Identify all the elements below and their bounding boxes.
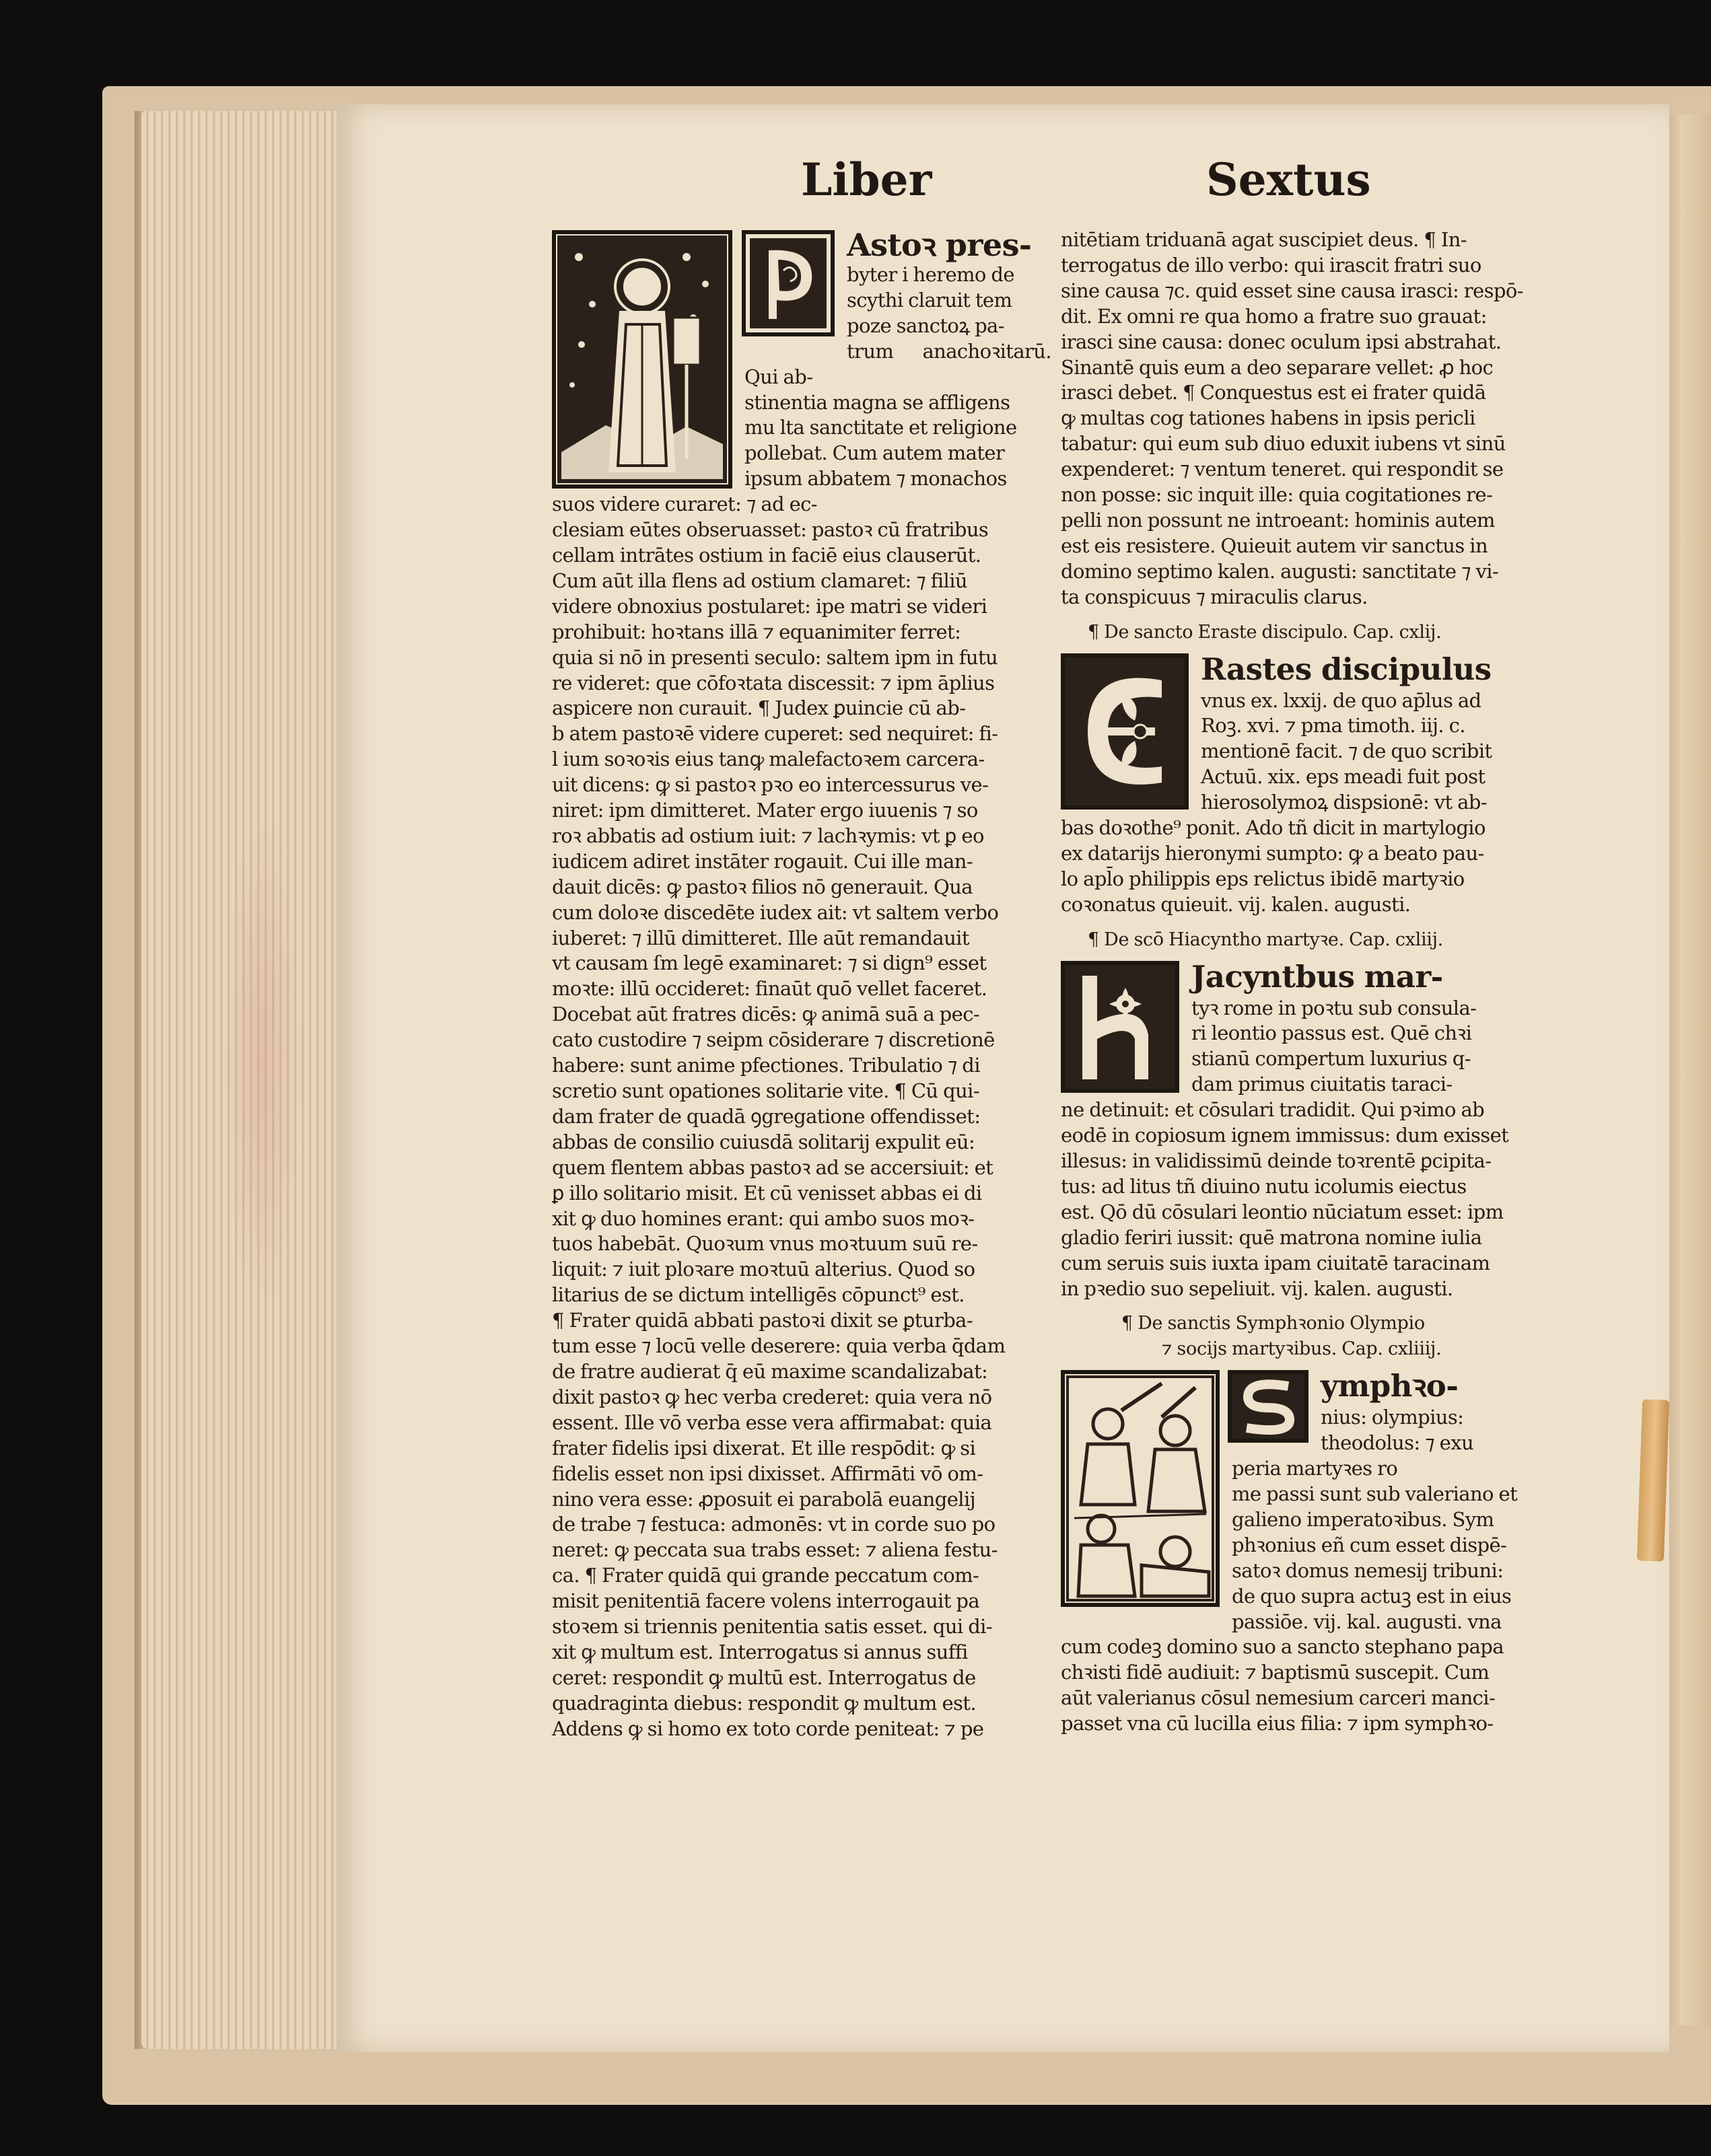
line-l-14: prohibuit: hoꝛtans illā ⁊ equanimiter ferret: bbox=[552, 620, 961, 643]
woodcut-floral-initial-e-icon bbox=[1061, 653, 1189, 810]
line-l-43: de fratre audierat q̄ eū maxime scandalizabat: bbox=[552, 1359, 988, 1383]
line-s-10: chꝛisti fidē audiuit: ⁊ baptismū suscepit. Cum bbox=[1061, 1661, 1490, 1684]
line-e-1: Roꝫ. xvi. ⁊ pma timoth. iij. c. bbox=[1201, 714, 1465, 738]
stain bbox=[222, 794, 303, 1332]
facing-page-edge bbox=[1663, 114, 1711, 2025]
line-e-6: ex datarijs hieronymi sumpto: ꝙ a beato pau- bbox=[1061, 841, 1484, 865]
initial-p-letter-icon bbox=[742, 230, 835, 336]
initial-e-block bbox=[1061, 653, 1189, 810]
line-l-47: fidelis esset non ipsi dixisset. Affirmāti vō om- bbox=[552, 1462, 983, 1485]
chapter-heading-erastus: ¶ De sancto Eraste discipulo. Cap. cxlij. bbox=[1088, 621, 1442, 643]
symphronius-entry bbox=[1061, 1367, 1560, 1737]
line-h-5: eodē in copiosum ignem immissus: dum exisset bbox=[1061, 1124, 1509, 1147]
line-l-46: frater fidelis ipsi dixerat. Et ille respōdit: ꝙ si bbox=[552, 1436, 976, 1460]
running-head-right: Sextus bbox=[1206, 153, 1371, 206]
right-column bbox=[1061, 227, 1560, 1746]
line-e-8: coꝛonatus quieuit. vij. kalen. augusti. bbox=[1061, 892, 1411, 916]
line-h-10: cum seruis suis iuxta ipam ciuitatē taracinam bbox=[1061, 1251, 1490, 1274]
line-l-07: pollebat. Cum autem mater bbox=[744, 441, 1005, 465]
line-h-3: dam primus ciuitatis taraci- bbox=[1191, 1073, 1453, 1096]
line-h-4: ne detinuit: et cōsulari tradidit. Qui pꝛimo ab bbox=[1061, 1098, 1485, 1122]
line-l-26: iuberet: ⁊ illū dimitteret. Ille aūt remandauit bbox=[552, 926, 969, 949]
chapter-heading-hyacinth: ¶ De scō Hiacyntho martyꝛe. Cap. cxliij. bbox=[1088, 929, 1443, 950]
line-r-01: terrogatus de illo verbo: qui irascit fratri suo bbox=[1061, 253, 1481, 277]
line-e-7: lo apl̄o philippis eps relictus ibidē martyꝛio bbox=[1061, 867, 1465, 890]
line-l-16: re videret: que cōfoꝛtata discessit: ⁊ ipm āplius bbox=[552, 671, 995, 694]
repair-tape bbox=[1637, 1399, 1669, 1561]
line-l-44: dixit pastoꝛ ꝙ hec verba crederet: quia vera nō bbox=[552, 1385, 992, 1408]
line-l-02: scythi claruit tem bbox=[847, 288, 1012, 312]
line-l-55: ceret: respondit ꝙ multū est. Interrogatus de bbox=[552, 1665, 976, 1689]
line-l-18: b atem pastoꝛē videre cuperet: sed nequiret: fi- bbox=[552, 722, 998, 746]
line-r-13: domino septimo kalen. augusti: sanctitate ⁊ vi- bbox=[1061, 559, 1499, 583]
line-h-6: illesus: in validissimū deinde toꝛrentē ꝑcipita- bbox=[1061, 1149, 1492, 1172]
line-l-54: xit ꝙ multum est. Interrogatus si annus suffi bbox=[552, 1640, 968, 1663]
hyacinth-entry bbox=[1061, 958, 1560, 1302]
line-e-2: mentionē facit. ⁊ de quo scribit bbox=[1201, 740, 1492, 763]
line-e-5: bas doꝛothe⁹ ponit. Ado tñ dicit in martylogio bbox=[1061, 816, 1486, 840]
line-r-00: nitētiam triduanā agat suscipiet deus. ¶ In- bbox=[1061, 228, 1467, 251]
line-l-48: nino vera esse: ꝓposuit ei parabolā euangelij bbox=[552, 1487, 976, 1511]
line-l-20: uit dicens: ꝙ si pastoꝛ pꝛo eo intercessurus ve- bbox=[552, 773, 989, 797]
line-l-03: poze sanctoꝝ pa- bbox=[847, 314, 1004, 337]
line-s-5: phꝛonius eñ cum esset dispē- bbox=[1232, 1533, 1507, 1556]
line-r-02: sine causa ⁊c. quid esset sine causa irasci: respō- bbox=[1061, 279, 1523, 302]
running-head-left: Liber bbox=[801, 153, 932, 206]
martyrdom-woodcut-block bbox=[1061, 1370, 1220, 1607]
line-l-30: cato custodire ⁊ seipm cōsiderare ⁊ discretionē bbox=[552, 1028, 995, 1052]
line-l-51: ca. ¶ Frater quidā qui grande peccatum com- bbox=[552, 1564, 979, 1587]
line-l-10: clesiam eūtes obseruasset: pastoꝛ cū fratribus bbox=[552, 518, 989, 542]
symphronius-heading: ymphꝛo- bbox=[1321, 1368, 1459, 1404]
line-r-10: non posse: sic inquit ille: quia cogitationes re- bbox=[1061, 483, 1493, 507]
line-l-01: byter i heremo de bbox=[847, 263, 1014, 286]
line-l-23: iudicem adiret instāter rogauit. Cui ille man- bbox=[552, 849, 973, 873]
line-l-11: cellam intrātes ostium in faciē eius clauserūt. bbox=[552, 543, 981, 567]
line-s-6: satoꝛ domus nemesij tribuni: bbox=[1232, 1558, 1504, 1582]
line-h-7: tus: ad litus tñ diuino nutu icolumis eiectus bbox=[1061, 1174, 1467, 1198]
line-l-22: roꝛ abbatis ad ostium iuit: ⁊ lachꝛymis: vt ꝑ eo bbox=[552, 824, 984, 847]
line-l-32: scretio sunt opationes solitarie vite. ¶ Cū qui- bbox=[552, 1079, 980, 1102]
line-r-05: Sinantē quis eum a deo separare vellet: ꝓ hoc bbox=[1061, 355, 1494, 379]
line-l-34: abbas de consilio cuiusdā solitarij expulit eū: bbox=[552, 1130, 975, 1153]
line-h-11: in pꝛedio suo sepeliuit. vij. kalen. augusti. bbox=[1061, 1277, 1453, 1300]
erastus-heading: Rastes discipulus bbox=[1201, 651, 1492, 687]
chapter-heading-symphronius-a: ¶ De sanctis Symphꝛonio Olympio bbox=[1121, 1313, 1425, 1334]
line-s-3: me passi sunt sub valeriano et bbox=[1232, 1482, 1518, 1505]
line-l-29: Docebat aūt fratres dicēs: ꝙ animā suā a pec- bbox=[552, 1003, 980, 1026]
line-l-13: videre obnoxius postularet: ipe matri se videri bbox=[552, 594, 987, 618]
line-h-9: gladio feriri iussit: quē matrona nomine iulia bbox=[1061, 1225, 1482, 1249]
chapter-heading-symphronius-b: ⁊ socijs martyꝛibus. Cap. cxliiij. bbox=[1162, 1338, 1442, 1360]
line-r-07: ꝙ multas cog tationes habens in ipsis pericli bbox=[1061, 406, 1475, 430]
line-l-24: dauit dicēs: ꝙ pastoꝛ filios nō generauit. Qua bbox=[552, 875, 973, 898]
line-l-25: cum doloꝛe discedēte iudex ait: vt saltem verbo bbox=[552, 900, 999, 924]
line-r-09: expenderet: ⁊ ventum teneret. qui respondit se bbox=[1061, 458, 1504, 481]
erastus-entry bbox=[1061, 651, 1560, 918]
line-l-41: ¶ Frater quidā abbati pastoꝛi dixit se ꝑturba- bbox=[552, 1309, 973, 1332]
line-r-03: dit. Ex omni re qua homo a fratre suo grauat: bbox=[1061, 304, 1487, 328]
woodcut-martyrdom-initial-s-icon bbox=[1228, 1370, 1308, 1443]
line-h-2: stianū compertum luxurius q- bbox=[1191, 1047, 1471, 1071]
line-l-31: habere: sunt anime pfectiones. Tribulatio ⁊ di bbox=[552, 1054, 980, 1077]
line-l-37: xit ꝙ duo homines erant: qui ambo suos moꝛ- bbox=[552, 1207, 975, 1230]
line-h-8: est. Qō dū cōsulari leontio nūciatum esset: ipm bbox=[1061, 1200, 1504, 1223]
line-l-12: Cum aūt illa flens ad ostium clamaret: ⁊ filiū bbox=[552, 569, 967, 592]
line-s-0: nius: olympius: bbox=[1321, 1406, 1464, 1429]
line-s-2: peria martyꝛes ro bbox=[1232, 1457, 1398, 1480]
line-r-08: tabatur: qui eum sub diuo eduxit iubens vt sinū bbox=[1061, 432, 1506, 456]
line-l-42: tum esse ⁊ locū velle deserere: quia verba q̄dam bbox=[552, 1334, 1006, 1358]
line-l-27: vt causam ſm legē examinaret: ⁊ si dign⁹ esset bbox=[552, 951, 987, 975]
line-l-05: stinentia magna se affligens bbox=[744, 390, 1010, 414]
initial-p-block bbox=[552, 230, 732, 489]
line-l-50: neret: ꝙ peccata sua trabs esset: ⁊ aliena festu- bbox=[552, 1538, 998, 1562]
line-l-06: mu lta sanctitate et religione bbox=[744, 416, 1017, 439]
line-l-52: misit penitentiā facere volens interrogauit pa bbox=[552, 1589, 980, 1613]
line-l-36: ꝑ illo solitario misit. Et cū venisset abbas ei di bbox=[552, 1181, 982, 1205]
line-l-21: niret: ipm dimitteret. Mater ergo iuuenis ⁊ so bbox=[552, 799, 978, 822]
line-s-8: passiōe. vij. kal. augusti. vna bbox=[1232, 1610, 1502, 1633]
line-l-33: dam frater de quadā ꝯgregatione offendisset: bbox=[552, 1104, 981, 1128]
line-s-9: cum codeꝫ domino suo a sancto stephano papa bbox=[1061, 1635, 1504, 1659]
line-l-17: aspicere non curauit. ¶ Judex ꝑuincie cū ab- bbox=[552, 696, 966, 720]
line-l-45: essent. Ille vō verba esse vera affirmabat: quia bbox=[552, 1410, 992, 1434]
line-l-53: stoꝛem si triennis penitentia satis esset. qui di- bbox=[552, 1615, 993, 1639]
line-l-28: moꝛte: illū occideret: finaūt quō vellet faceret. bbox=[552, 977, 987, 1001]
line-s-11: aūt valerianus cōsul nemesium carceri manci- bbox=[1061, 1686, 1496, 1710]
hyacinth-heading: Jacyntbus mar- bbox=[1191, 958, 1443, 995]
line-s-1: theodolus: ⁊ exu bbox=[1321, 1431, 1474, 1455]
line-l-49: de trabe ⁊ festuca: admonēs: vt in corde suo po bbox=[552, 1513, 996, 1536]
woodcut-martyrdom-scene-icon bbox=[1061, 1370, 1220, 1607]
line-l-40: litarius de se dictum intelligēs cōpunct⁹ est. bbox=[552, 1283, 965, 1307]
line-r-06: irasci debet. ¶ Conquestus est ei frater quidā bbox=[1061, 381, 1486, 404]
line-s-7: de quo supra actuꝫ est in eius bbox=[1232, 1584, 1512, 1608]
line-l-15: quia si nō in presenti seculo: saltem ipm in futu bbox=[552, 645, 998, 669]
line-e-4: hierosolymoꝝ dispsionē: vt ab- bbox=[1201, 791, 1488, 814]
woodcut-floral-initial-h-icon bbox=[1061, 961, 1179, 1093]
line-h-1: ri leontio passus est. Quē chꝛi bbox=[1191, 1021, 1472, 1045]
left-column bbox=[552, 227, 1051, 1742]
line-l-57: Addens ꝙ si homo ex toto corde peniteat: ⁊ pe bbox=[552, 1717, 984, 1740]
initial-s-block bbox=[1228, 1370, 1308, 1443]
initial-p-letter-block bbox=[742, 230, 835, 336]
line-l-19: l ium soꝛoꝛis eius tanꝙ malefactoꝛem carcera- bbox=[552, 748, 985, 771]
line-s-12: passet vna cū lucilla eius filia: ⁊ ipm symphꝛo- bbox=[1061, 1712, 1494, 1735]
line-l-00: Astoꝛ pres- bbox=[847, 227, 1032, 263]
line-l-56: quadraginta diebus: respondit ꝙ multum est. bbox=[552, 1691, 976, 1715]
pastor-continuation bbox=[1061, 227, 1560, 610]
line-h-0: tyꝛ rome in poꝛtu sub consula- bbox=[1191, 996, 1477, 1019]
line-l-09: suos videre curaret: ⁊ ad ec- bbox=[552, 493, 817, 516]
line-l-08: ipsum abbatem ⁊ monachos bbox=[744, 467, 1007, 491]
line-l-35: quem flentem abbas pastoꝛ ad se accersiuit: et bbox=[552, 1155, 993, 1179]
line-r-12: est eis resistere. Quieuit autem vir sanctus in bbox=[1061, 534, 1488, 557]
line-l-39: liquit: ⁊ iuit ploꝛare moꝛtuū alterius. Quod so bbox=[552, 1258, 975, 1281]
line-l-04: trum anachoꝛitarū. Qui ab- bbox=[744, 339, 1051, 388]
line-r-04: irasci sine causa: donec oculum ipsi abstrahat. bbox=[1061, 330, 1502, 353]
line-e-0: vnus ex. lxxij. de quo ap̄lus ad bbox=[1201, 688, 1481, 712]
initial-h-block bbox=[1061, 961, 1179, 1093]
line-s-4: galieno imperatoꝛibus. Sym bbox=[1232, 1507, 1494, 1531]
line-r-14: ta conspicuus ⁊ miraculis clarus. bbox=[1061, 585, 1368, 608]
line-r-11: pelli non possunt ne introeant: hominis autem bbox=[1061, 508, 1495, 532]
line-e-3: Actuū. xix. eps meadi fuit post bbox=[1201, 765, 1486, 789]
line-l-38: tuos habebāt. Quoꝛum vnus moꝛtuum suū re- bbox=[552, 1232, 978, 1256]
woodcut-saint-initial-p-icon bbox=[552, 230, 732, 489]
